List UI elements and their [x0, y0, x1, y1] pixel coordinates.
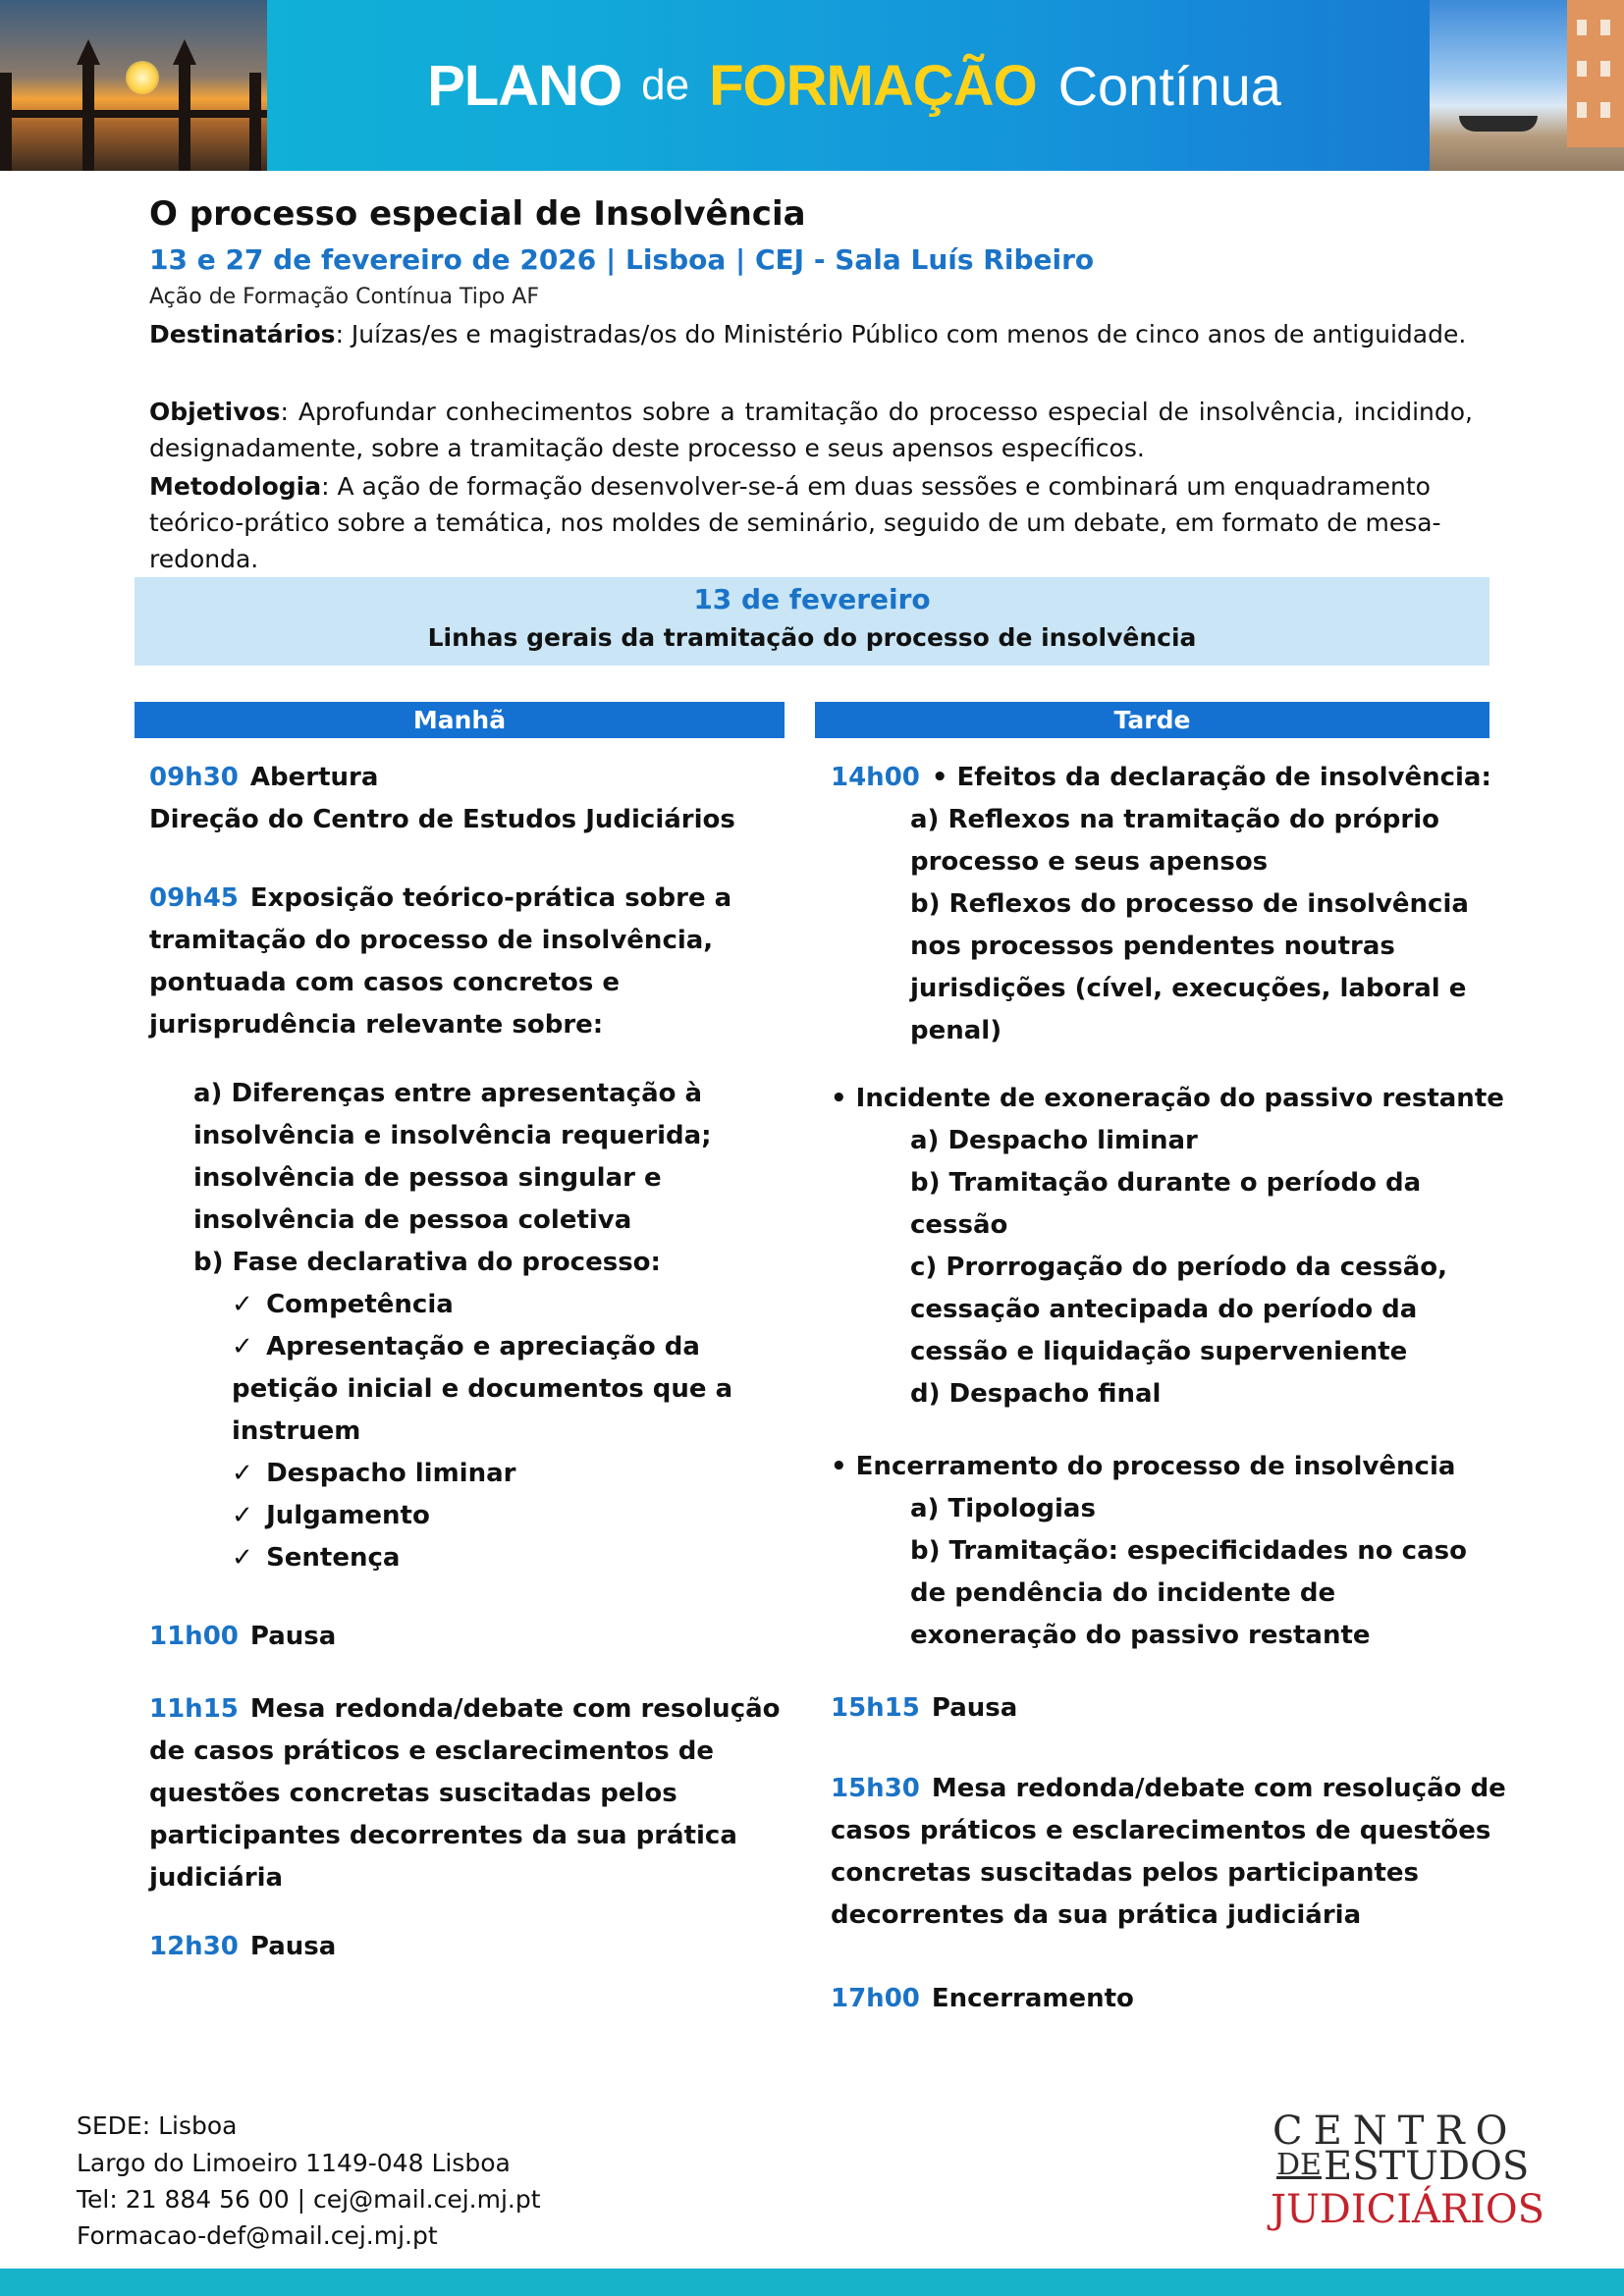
day-band	[135, 577, 1489, 666]
list-item: a) Diferenças entre apresentação à	[193, 1079, 703, 1108]
schedule-item: 15h30 Mesa redonda/debate com resolução de	[831, 1774, 1506, 1803]
footer-sede: SEDE: Lisboa	[77, 2111, 238, 2140]
sunset-photo	[0, 0, 267, 171]
schedule-line: jurisprudência relevante sobre:	[149, 1010, 604, 1040]
course-title: O processo especial de Insolvência	[149, 194, 806, 234]
time-label: 12h30	[149, 1932, 239, 1961]
list-item: d) Despacho final	[910, 1379, 1162, 1409]
list-item-line: cessação antecipada do período da	[910, 1295, 1418, 1324]
tower-building	[1567, 0, 1624, 147]
banner-plano: PLANO	[427, 53, 623, 118]
checkmark-icon: ✓	[232, 1332, 253, 1362]
checklist-item: ✓ Apresentação e apreciação da	[232, 1332, 700, 1362]
checkmark-icon: ✓	[232, 1290, 253, 1319]
list-item: a) Reflexos na tramitação do próprio	[910, 805, 1439, 834]
checkmark-icon: ✓	[232, 1501, 253, 1530]
schedule-line: concretas suscitadas pelos participantes	[831, 1858, 1419, 1888]
list-item-line: de pendência do incidente de	[910, 1578, 1336, 1608]
schedule-item: 12h30 Pausa	[149, 1932, 337, 1961]
checkmark-icon: ✓	[232, 1543, 253, 1573]
list-item: b) Tramitação durante o período da	[910, 1168, 1422, 1198]
list-item: a) Tipologias	[910, 1494, 1096, 1523]
time-label: 09h30	[149, 763, 239, 792]
checklist-line: instruem	[232, 1416, 361, 1446]
checklist-item: ✓ Sentença	[232, 1543, 401, 1573]
list-item-line: insolvência de pessoa coletiva	[193, 1205, 632, 1235]
list-item: b) Reflexos do processo de insolvência	[910, 889, 1469, 919]
list-item: a) Despacho liminar	[910, 1126, 1198, 1155]
course-dates: 13 e 27 de fevereiro de 2026 | Lisboa | CEJ - Sala Luís Ribeiro	[149, 243, 1095, 276]
metodologia-text: : A ação de formação desenvolver-se-á em duas sessões e combinará um enquadramento teórico-prático sobre a temática, nos moldes de seminário, seguido de um debate, em formato de mesa-redonda.	[149, 472, 1441, 573]
time-label: 15h15	[831, 1693, 920, 1723]
list-item: c) Prorrogação do período da cessão,	[910, 1253, 1448, 1282]
list-item-line: nos processos pendentes noutras	[910, 932, 1395, 961]
cej-logo	[1267, 2109, 1545, 2232]
schedule-line: de casos práticos e esclarecimentos de	[149, 1736, 714, 1766]
destinatarios-paragraph	[149, 316, 1473, 352]
course-type: Ação de Formação Contínua Tipo AF	[149, 285, 539, 309]
schedule-item: 11h15 Mesa redonda/debate com resolução	[149, 1694, 781, 1724]
schedule-item: 14h00 • Efeitos da declaração de insolvência:	[831, 763, 1491, 792]
schedule-line: questões concretas suscitadas pelos	[149, 1779, 677, 1808]
banner-formacao: FORMAÇÃO	[709, 53, 1037, 118]
schedule-line: tramitação do processo de insolvência,	[149, 926, 714, 955]
list-item-line: processo e seus apensos	[910, 847, 1269, 877]
header-banner	[0, 0, 1624, 171]
banner-continua: Contínua	[1057, 54, 1281, 117]
column-header-morning: Manhã	[135, 702, 785, 738]
bottom-bar	[0, 2269, 1624, 2296]
logo-de: DE	[1276, 2148, 1322, 2182]
logo-judiciarios: JUDICIÁRIOS	[1271, 2187, 1545, 2232]
list-item-line: penal)	[910, 1016, 1002, 1045]
day-topic: Linhas gerais da tramitação do processo de insolvência	[427, 623, 1197, 652]
schedule-line: decorrentes da sua prática judiciária	[831, 1900, 1362, 1930]
schedule-line: judiciária	[149, 1863, 284, 1893]
time-label: 15h30	[831, 1774, 920, 1803]
schedule-line: casos práticos e esclarecimentos de questões	[831, 1816, 1491, 1845]
objetivos-paragraph	[149, 394, 1473, 466]
checklist-item: ✓ Competência	[232, 1290, 454, 1319]
logo-estudos: ESTUDOS	[1324, 2144, 1530, 2189]
metodologia-label: Metodologia	[149, 472, 322, 501]
checklist-item: ✓ Despacho liminar	[232, 1459, 516, 1488]
schedule-item: 09h30 Abertura	[149, 763, 379, 792]
fence-rail	[0, 110, 267, 118]
footer-address: Largo do Limoeiro 1149-048 Lisboa	[77, 2149, 511, 2177]
list-item-line: exoneração do passivo restante	[910, 1621, 1371, 1650]
list-item-line: cessão	[910, 1210, 1008, 1240]
schedule-item: 09h45 Exposição teórico-prática sobre a	[149, 883, 732, 913]
footer-contact[interactable]: Tel: 21 884 56 00 | cej@mail.cej.mj.pt	[77, 2185, 541, 2214]
bullet-heading: • Incidente de exoneração do passivo restante	[831, 1084, 1504, 1113]
schedule-line: pontuada com casos concretos e	[149, 968, 621, 997]
day-date: 13 de fevereiro	[693, 583, 931, 615]
objetivos-text: : Aprofundar conhecimentos sobre a tramitação do processo especial de insolvência, incidindo, designadamente, sobre a tramitação deste processo e seus apensos específicos.	[149, 398, 1473, 462]
destinatarios-text: : Juízas/es e magistradas/os do Ministério Público com menos de cinco anos de antiguidade.	[335, 320, 1467, 348]
tower-photo	[1430, 0, 1624, 171]
bullet-heading: • Encerramento do processo de insolvência	[831, 1452, 1456, 1481]
column-header-afternoon: Tarde	[815, 702, 1489, 738]
schedule-line: Direção do Centro de Estudos Judiciários	[149, 805, 735, 834]
banner-de: de	[641, 61, 690, 109]
time-label: 09h45	[149, 883, 239, 913]
checkmark-icon: ✓	[232, 1459, 253, 1488]
objetivos-label: Objetivos	[149, 398, 281, 426]
time-label: 11h15	[149, 1694, 239, 1724]
list-item-line: cessão e liquidação superveniente	[910, 1337, 1408, 1366]
schedule-line: participantes decorrentes da sua prática	[149, 1821, 737, 1850]
list-item: b) Tramitação: especificidades no caso	[910, 1536, 1467, 1566]
checklist-line: petição inicial e documentos que a	[232, 1374, 733, 1404]
list-item: b) Fase declarativa do processo:	[193, 1248, 661, 1277]
time-label: 11h00	[149, 1622, 239, 1651]
logo-centro: CENTRO	[1272, 2109, 1519, 2154]
destinatarios-label: Destinatários	[149, 320, 336, 348]
list-item-line: insolvência de pessoa singular e	[193, 1163, 662, 1193]
footer-email[interactable]: Formacao-def@mail.cej.mj.pt	[77, 2221, 438, 2250]
sun-icon	[126, 61, 159, 94]
schedule-item: 15h15 Pausa	[831, 1693, 1018, 1723]
time-label: 17h00	[831, 1984, 920, 2013]
schedule-item: 11h00 Pausa	[149, 1622, 337, 1651]
list-item-line: jurisdições (cível, execuções, laboral e	[910, 974, 1467, 1003]
checklist-item: ✓ Julgamento	[232, 1501, 430, 1530]
metodologia-paragraph	[149, 468, 1473, 577]
list-item-line: insolvência e insolvência requerida;	[193, 1121, 712, 1150]
boat-icon	[1459, 116, 1538, 132]
schedule-item: 17h00 Encerramento	[831, 1984, 1134, 2013]
time-label: 14h00	[831, 763, 920, 792]
banner-title	[267, 0, 1430, 171]
